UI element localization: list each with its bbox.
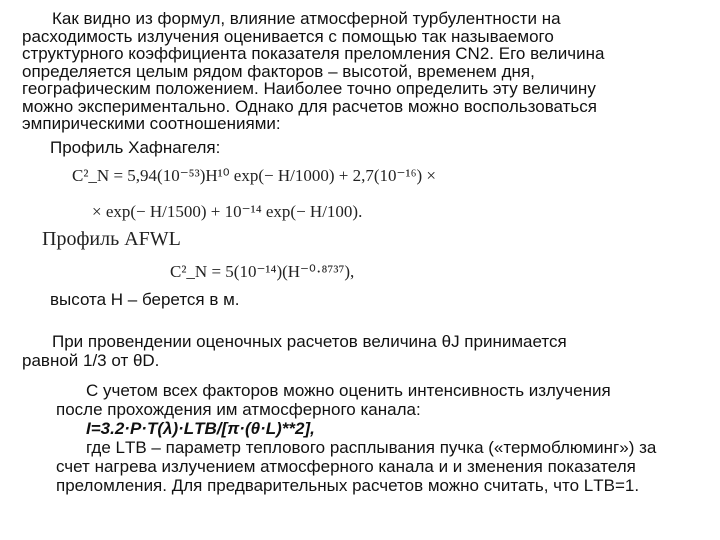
intro-line: структурного коэффициента показателя преломления CN2. Его величина	[22, 44, 605, 63]
intro-line: расходимость излучения оценивается с помощью так называемого	[22, 26, 554, 46]
intensity-line: где LТВ – параметр теплового расплывания пучка («термоблюминг») за	[86, 438, 657, 457]
intro-paragraph	[22, 10, 712, 133]
hufnagel-label: Профиль Хафнагеля:	[50, 138, 221, 157]
intro-line: Как видно из формул, влияние атмосферной турбулентности на	[52, 9, 561, 28]
hufnagel-formula-line2: × exp(− H/1500) + 10⁻¹⁴ exp(− H/100).	[92, 202, 363, 221]
intro-line: определяется целым рядом факторов – высотой, временем дня,	[22, 61, 535, 81]
intro-line: можно экспериментально. Однако для расчетов можно воспользоваться	[22, 96, 597, 116]
intensity-formula: I=3.2·P·T(λ)·LТВ/[π·(θ·L)**2],	[86, 419, 315, 438]
intensity-line: преломления. Для предварительных расчетов можно считать, что LТВ=1.	[56, 476, 640, 495]
theta-paragraph	[22, 332, 712, 370]
intensity-line: счет нагрева излучением атмосферного канала и и зменения показателя	[56, 457, 636, 476]
intensity-line: С учетом всех факторов можно оценить интенсивность излучения	[86, 381, 611, 400]
intro-line: географическим положением. Наиболее точно определить эту величину	[22, 79, 596, 98]
afwl-title: Профиль AFWL	[42, 228, 181, 250]
intensity-line: после прохождения им атмосферного канала:	[56, 400, 421, 419]
theta-line: При провендении оценочных расчетов величина θJ принимается	[52, 332, 567, 351]
afwl-formula: C²_N = 5(10⁻¹⁴)(H⁻⁰·⁸⁷³⁷),	[170, 262, 355, 281]
intensity-paragraph	[56, 381, 716, 495]
hufnagel-formula-line1: C²_N = 5,94(10⁻⁵³)H¹⁰ exp(− H/1000) + 2,7(10⁻¹⁶) ×	[72, 166, 437, 185]
intro-line: эмпирическими соотношениями:	[22, 114, 281, 133]
theta-line: равной 1/3 от θD.	[22, 351, 160, 370]
height-note: высота H – берется в м.	[50, 290, 240, 309]
